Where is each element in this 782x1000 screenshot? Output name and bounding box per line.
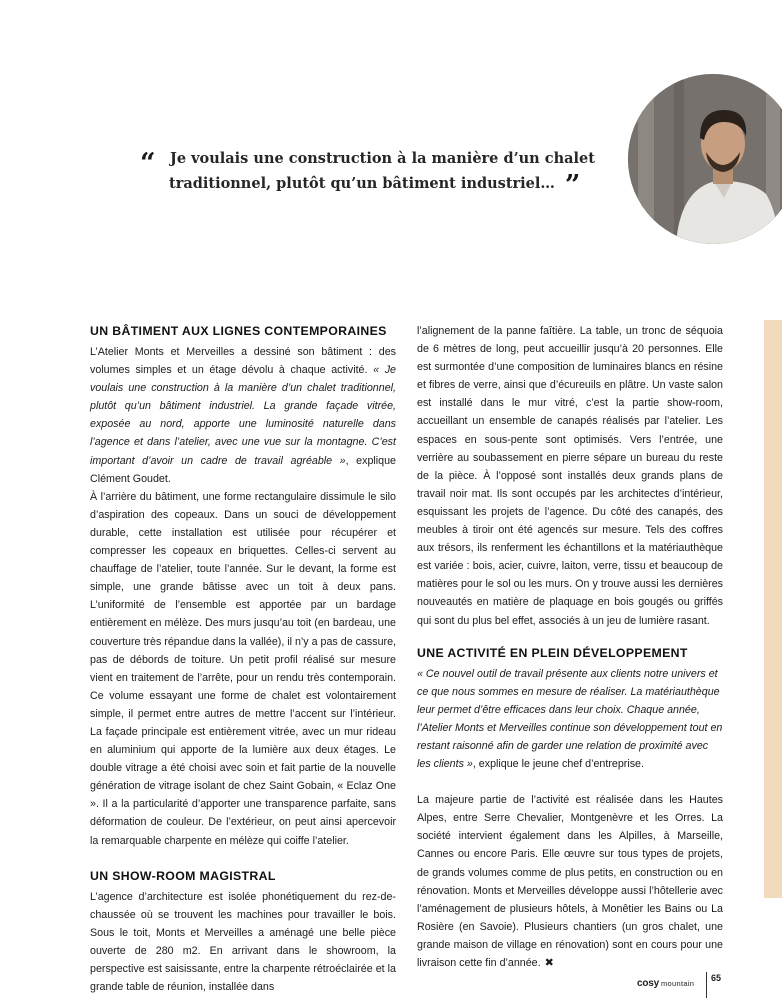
page-number: 65 <box>711 973 722 983</box>
pull-quote-line-1: Je voulais une construction à la manière d’un chalet <box>170 150 595 167</box>
paragraph-text: L’Atelier Monts et Merveilles a dessiné son bâtiment : des volumes simples et un étage dévolu à chaque activité. <box>90 346 396 377</box>
paragraph-showroom-continued: l’alignement de la panne faîtière. La table, un tronc de séquoia de 6 mètres de long, peut accueillir jusqu’à 20 personnes. Elle est surmontée d’une composition de luminaires blancs en résine et fibres de verre, ainsi que d’écureuils en plâtre. Un vaste salon est installé dans le mur vitré, c’est la partie show-room, accueillant un ensemble de canapés réalisés par l’atelier. Les espaces en sous-pente sont optimisés. Vers l’entrée, une verrière au soubassement en pierre sépare un bureau du reste de la pièce. À l’opposé sont installés deux grands plans de travail noir mat. Ils sont occupés par les architectes d’intérieur, esquissant les projets de l’agence. Du côté des canapés, des meubles à tiroir ont été agencés sur mesure. Tels des coffres aux trésors, ils renferment les échantillons et la matériauthèque est variée : bois, acier, cuivre, laiton, verre, tissu et beaucoup de matières pour le sol ou les murs. On y trouve aussi les dernières nouveautés en matière de plaquage en bois gougés ou griffés qui sont du plus bel effet, associés à un jeu de lumière rasant. <box>417 325 723 627</box>
heading-batiment: UN BÂTIMENT AUX LIGNES CONTEMPORAINES <box>90 324 387 338</box>
magazine-logo <box>637 973 694 991</box>
left-column <box>90 322 396 996</box>
pull-quote-line-2: traditionnel, plutôt qu’un bâtiment industriel… <box>169 175 555 192</box>
pull-quote: “ Je voulais une construction à la manière d’un chalet traditionnel, plutôt qu’un bâtiment industriel… ” <box>140 146 620 196</box>
attribution-text: , explique Clément Goudet. <box>90 454 396 485</box>
logo-bold-text: cosy <box>637 978 659 989</box>
quote-text: « Ce nouvel outil de travail présente aux clients notre univers et ce que nous sommes en mesure de réaliser. La matériauthèque leur permet d’être efficaces dans leur choix. Chaque année, l’Atelier Monts et Merveilles continue son développement tout en restant raisonné afin de garder une relation de proximité avec les clients » <box>417 667 723 771</box>
heading-showroom: UN SHOW-ROOM MAGISTRAL <box>90 868 276 883</box>
paragraph-quote-developpement <box>417 665 723 774</box>
paragraph-text: La majeure partie de l’activité est réalisée dans les Hautes Alpes, entre Serre Chevalier, Montgenèvre et les Orres. La société intervient également dans les Alpilles, à Marseille, Cannes ou encore Paris. Elle œuvre sur tous types de projets, de grands volumes comme de plus petits, en construction ou en rénovation. Monts et Merveilles développe aussi l’hôtellerie avec l’aménagement de plusieurs hôtels, à Monêtier les Bains ou La Rosière (en Savoie). Plusieurs chantiers (un gros chalet, une grande maison de village en rénovation) sont en cours pour une livraison cette fin d’année. <box>417 794 723 969</box>
right-column <box>417 322 723 972</box>
person-photo-icon <box>628 74 782 244</box>
quote-text: « Je voulais une construction à la manière d’un chalet traditionnel, plutôt qu’un bâtiment industriel. La grande façade vitrée, exposée au nord, apporte une luminosité naturelle dans l’agence et dans l’atelier, avec une vue sur la montagne. C’est important d’avoir un cadre de travail agréable » <box>90 364 397 467</box>
close-quote-mark: ” <box>564 170 581 201</box>
attribution-text: , explique le jeune chef d’entreprise. <box>472 758 644 771</box>
side-accent-tab <box>764 320 782 898</box>
heading-developpement: UNE ACTIVITÉ EN PLEIN DÉVELOPPEMENT <box>417 645 688 660</box>
footer-divider <box>706 972 707 998</box>
paragraph-batiment-intro <box>90 343 396 488</box>
logo-light-text: mountain <box>661 979 695 988</box>
paragraph-activite <box>417 791 723 972</box>
paragraph-batiment-details: À l’arrière du bâtiment, une forme rectangulaire dissimule le silo d’aspiration des copeaux. Dans un souci de développement durable, cette installation est utilisée pour récupérer et compresser les copeaux en briquettes. Celles-ci servent au chauffage de l’atelier, toute l’année. Sur le devant, la forme est simple, une grande bâtisse avec un toit à deux pans. L’uniformité de l’ensemble est apportée par un bardage entièrement en mélèze. Des murs jusqu’au toit (en bardeau, une couverture très répandue dans la vallée), il n’y a pas de cassure, pas de débords de toiture. Un petit profil réalisé sur mesure vient en traitement de l’arrête, pour un rendu très contemporain. Ce volume essayant une forme de chalet est volontairement simple, il permet entre autres de mettre l’accent sur l’intérieur. La façade principale est entièrement vitrée, avec un mur rideau en aluminium qui apporte de la lumière aux deux étages. Le double vitrage a été choisi avec soin et fait partie de la nouvelle génération de vitrage isolant de chez Saint Gobain, « Eclaz One ». Il a la particularité d’apporter une transparence parfaite, sans déformation de couleur. De l’extérieur, on peut ainsi apercevoir la remarquable charpente en mélèze qui coiffe l’atelier. <box>90 490 396 847</box>
paragraph-showroom: L’agence d’architecture est isolée phonétiquement du rez-de-chaussée où se trouvent les machines pour travailler le bois. Sous le toit, Monts et Merveilles a aménagé une belle pièce ouverte de 280 m2. En arrivant dans le showroom, la perspective est saisissante, entre la charpente rétroéclairée et la grande table de réunion, installée dans <box>90 890 396 994</box>
end-mark-icon: ✖ <box>544 957 554 969</box>
page-footer <box>622 972 762 988</box>
portrait-photo <box>628 74 782 244</box>
